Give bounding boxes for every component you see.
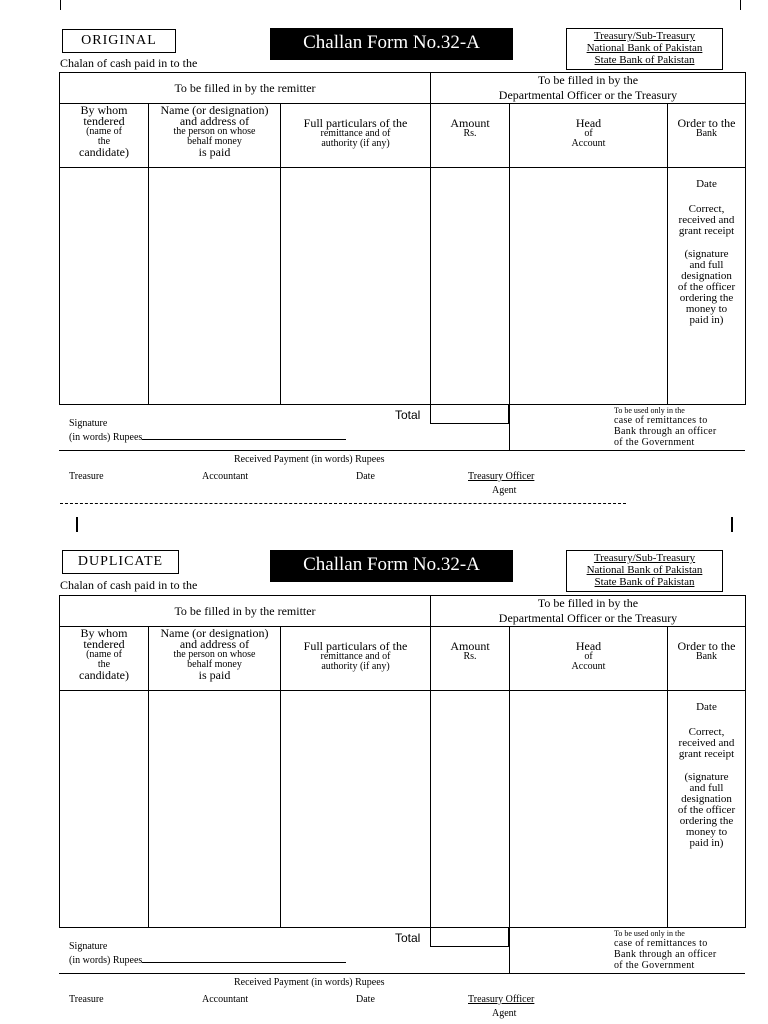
col-head-amount (431, 627, 510, 691)
col-text: Bank (695, 651, 718, 662)
original-copy (0, 26, 768, 526)
col-text: Amount (450, 639, 490, 653)
govt-note-line: case of remittances to (614, 938, 708, 949)
govt-note (614, 407, 742, 448)
order-text: and full (689, 782, 724, 794)
order-text: ordering the (679, 815, 734, 827)
col-head-particulars (281, 627, 431, 691)
col-head-account (510, 627, 668, 691)
challan-table-wrap (59, 595, 745, 974)
treasury-officer-label: Treasury Officer (468, 994, 535, 1005)
col-text: Full particulars of the (303, 116, 408, 130)
total-box[interactable] (430, 405, 509, 424)
col-head-order (668, 104, 746, 168)
officer-header-line: To be filled in by the (537, 596, 639, 610)
table-footer (59, 405, 745, 451)
order-text: money to (685, 303, 728, 315)
bank-line: State Bank of Pakistan (594, 576, 695, 588)
col-text: of (584, 651, 593, 662)
copy-label: DUPLICATE (62, 550, 179, 574)
col-text: Account (571, 661, 606, 672)
entry-cell-particulars[interactable] (281, 168, 431, 405)
cut-line (60, 503, 626, 504)
bank-line: National Bank of Pakistan (586, 564, 703, 576)
in-words-row (69, 954, 346, 968)
in-words-label: (in words) Rupees (69, 432, 143, 443)
col-text: Name (or designation) (160, 103, 269, 117)
bank-box (566, 28, 723, 70)
total-label: Total (395, 931, 421, 945)
order-text: designation (681, 270, 732, 282)
total-label: Total (395, 408, 421, 422)
challan-table (59, 72, 746, 405)
treasury-officer-label: Treasury Officer (468, 471, 535, 482)
col-text: Amount (450, 116, 490, 130)
col-text: By whom (80, 626, 128, 640)
bank-line: State Bank of Pakistan (594, 54, 695, 66)
col-head-amount (431, 104, 510, 168)
col-text: and address of (179, 637, 250, 651)
order-text: designation (681, 793, 732, 805)
entry-cell-account[interactable] (510, 691, 668, 928)
cut-mark-left (76, 517, 78, 532)
col-text: authority (if any) (321, 661, 390, 672)
signatory-row (0, 994, 768, 1024)
form-title: Challan Form No.32-A (270, 28, 513, 60)
in-words-line[interactable] (142, 955, 346, 963)
col-text: authority (if any) (321, 138, 390, 149)
entry-cell-whom[interactable] (60, 168, 149, 405)
chalan-line: Chalan of cash paid in to the (60, 56, 198, 70)
col-text: Order to the (677, 116, 736, 130)
govt-note-line: Bank through an officer (614, 426, 717, 437)
col-text: and address of (179, 114, 250, 128)
order-text: paid in) (689, 314, 724, 326)
order-text: paid in) (689, 837, 724, 849)
order-text: (signature (684, 771, 729, 783)
govt-note-small: To be used only in the (614, 929, 685, 938)
col-text: (name of (86, 649, 122, 660)
officer-header-line: Departmental Officer or the Treasury (498, 611, 678, 625)
col-text: the person on whose (173, 126, 256, 137)
col-text: candidate) (79, 145, 129, 159)
footer-divider (509, 405, 510, 450)
col-head-whom (60, 627, 149, 691)
entry-cell-amount[interactable] (431, 691, 510, 928)
col-text: Rs. (463, 128, 477, 139)
in-words-row (69, 431, 346, 445)
received-payment: Received Payment (in words) Rupees (234, 977, 385, 988)
col-text: By whom (80, 103, 128, 117)
order-text: money to (685, 826, 728, 838)
col-text: of (584, 128, 593, 139)
in-words-line[interactable] (142, 432, 346, 440)
cut-mark-right (731, 517, 733, 532)
col-text: the (97, 136, 111, 147)
officer-header-line: Departmental Officer or the Treasury (498, 88, 678, 102)
govt-note-line: of the Government (614, 437, 695, 448)
govt-note-line: case of remittances to (614, 415, 708, 426)
order-text: ordering the (679, 292, 734, 304)
order-text: Correct, (688, 726, 725, 738)
order-date: Date (696, 178, 717, 190)
govt-note (614, 930, 742, 971)
entry-cell-name[interactable] (149, 691, 281, 928)
col-text: remittance and of (320, 128, 391, 139)
col-text: tendered (83, 114, 125, 128)
col-text: remittance and of (320, 651, 391, 662)
col-head-whom (60, 104, 149, 168)
entry-cell-whom[interactable] (60, 691, 149, 928)
in-words-label: (in words) Rupees (69, 955, 143, 966)
top-frame-border (60, 0, 741, 10)
order-cell (668, 168, 746, 405)
col-text: Name (or designation) (160, 626, 269, 640)
col-text: Head (575, 639, 602, 653)
col-text: the (97, 659, 111, 670)
accountant-label: Accountant (202, 994, 249, 1005)
col-head-order (668, 627, 746, 691)
col-text: Bank (695, 128, 718, 139)
challan-table (59, 595, 746, 928)
col-text: is paid (198, 145, 231, 159)
signature-label: Signature (69, 941, 108, 952)
treasure-label: Treasure (69, 471, 104, 482)
signature-block (69, 417, 346, 445)
col-text: Rs. (463, 651, 477, 662)
remitter-header: To be filled in by the remitter (60, 596, 431, 627)
col-head-account (510, 104, 668, 168)
entry-cell-amount[interactable] (431, 168, 510, 405)
date-label: Date (356, 471, 375, 482)
received-payment: Received Payment (in words) Rupees (234, 454, 385, 465)
col-head-particulars (281, 104, 431, 168)
col-text: is paid (198, 668, 231, 682)
bank-line: National Bank of Pakistan (586, 42, 703, 54)
govt-note-small: To be used only in the (614, 406, 685, 415)
signature-label: Signature (69, 418, 108, 429)
entry-cell-name[interactable] (149, 168, 281, 405)
signature-block (69, 940, 346, 968)
officer-header (431, 596, 746, 627)
col-text: Head (575, 116, 602, 130)
remitter-header: To be filled in by the remitter (60, 73, 431, 104)
col-text: Full particulars of the (303, 639, 408, 653)
col-text: the person on whose (173, 649, 256, 660)
order-date: Date (696, 701, 717, 713)
footer-divider (509, 928, 510, 973)
form-title: Challan Form No.32-A (270, 550, 513, 582)
order-text: of the officer (677, 804, 736, 816)
order-text: received and (678, 737, 735, 749)
order-text: of the officer (677, 281, 736, 293)
bank-line: Treasury/Sub-Treasury (593, 552, 696, 564)
order-text: and full (689, 259, 724, 271)
agent-label: Agent (492, 485, 517, 496)
officer-header-line: To be filled in by the (537, 73, 639, 87)
officer-header (431, 73, 746, 104)
agent-label: Agent (492, 1008, 517, 1019)
govt-note-line: of the Government (614, 960, 695, 971)
entry-cell-account[interactable] (510, 168, 668, 405)
order-text: grant receipt (678, 225, 735, 237)
table-footer (59, 928, 745, 974)
duplicate-copy (0, 548, 768, 1024)
order-text: Correct, (688, 203, 725, 215)
govt-note-line: Bank through an officer (614, 949, 717, 960)
date-label: Date (356, 994, 375, 1005)
col-text: behalf money (187, 659, 242, 670)
total-box[interactable] (430, 928, 509, 947)
bank-line: Treasury/Sub-Treasury (593, 30, 696, 42)
order-cell (668, 691, 746, 928)
col-text: Order to the (677, 639, 736, 653)
chalan-line: Chalan of cash paid in to the (60, 578, 198, 592)
challan-table-wrap (59, 72, 745, 451)
signatory-row (0, 471, 768, 501)
order-text: received and (678, 214, 735, 226)
order-text: grant receipt (678, 748, 735, 760)
entry-cell-particulars[interactable] (281, 691, 431, 928)
col-head-name (149, 104, 281, 168)
treasure-label: Treasure (69, 994, 104, 1005)
col-text: candidate) (79, 668, 129, 682)
bank-box (566, 550, 723, 592)
col-text: tendered (83, 637, 125, 651)
col-text: Account (571, 138, 606, 149)
accountant-label: Accountant (202, 471, 249, 482)
copy-label: ORIGINAL (62, 29, 176, 53)
col-head-name (149, 627, 281, 691)
order-text: (signature (684, 248, 729, 260)
col-text: (name of (86, 126, 122, 137)
col-text: behalf money (187, 136, 242, 147)
